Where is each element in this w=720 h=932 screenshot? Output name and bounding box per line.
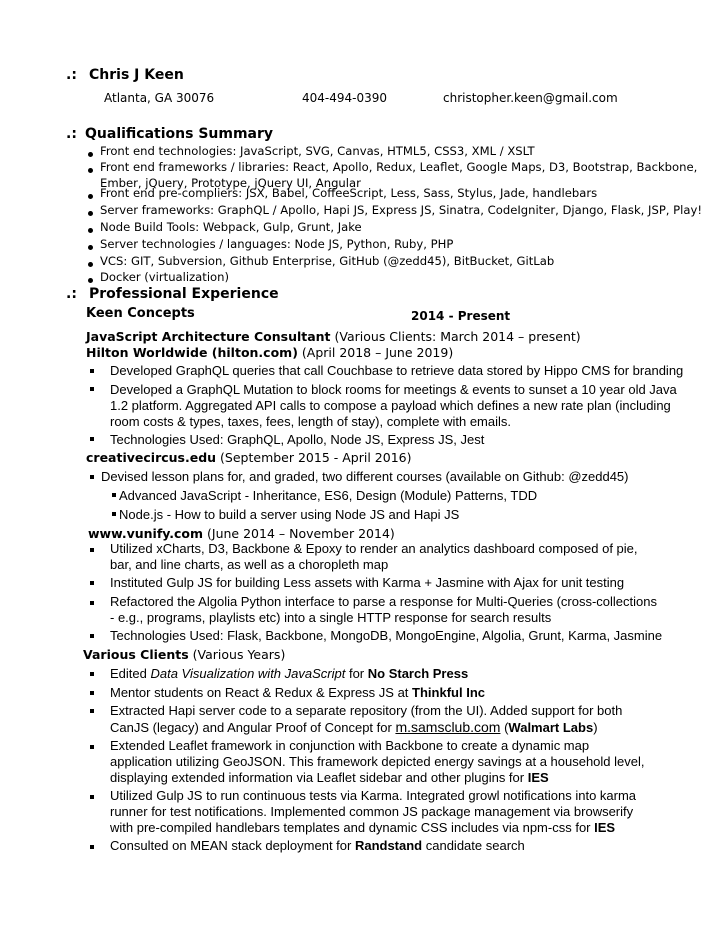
hilton-bullet-2: Developed a GraphQL Mutation to block rooms for meetings & events to sunset a 10 year old Java [110, 382, 677, 397]
text-run: ( [500, 720, 509, 735]
bullet-icon [90, 691, 94, 695]
qualification-line: Front end frameworks / libraries: React, Apollo, Redux, Leaflet, Google Maps, D3, Bootstrap, Backbone, [100, 160, 698, 174]
bullet-icon [90, 845, 94, 849]
client-title: Hilton Worldwide (hilton.com) [86, 345, 298, 360]
email: christopher.keen@gmail.com [443, 91, 618, 105]
vunify-bullet-1: Utilized xCharts, D3, Backbone & Epoxy to render an analytics dashboard composed of pie, [110, 541, 638, 556]
various-bullet-5: runner for test notifications. Implemented common JS package management via browserify [110, 804, 634, 819]
book-title: Data Visualization with JavaScript [150, 666, 346, 681]
client-creativecircus [86, 450, 411, 465]
creative-sub-2: Node.js - How to build a server using Node JS and Hapi JS [119, 507, 460, 522]
qualification-line: Server frameworks: GraphQL / Apollo, Hapi JS, Express JS, Sinatra, CodeIgniter, Django, Flask, JSP, Play! [100, 203, 703, 217]
various-bullet-4: Extended Leaflet framework in conjunction with Backbone to create a dynamic map [110, 738, 590, 753]
role-line [86, 329, 581, 344]
client-dates: (Various Years) [188, 647, 286, 662]
org-name: Thinkful Inc [412, 685, 485, 700]
bullet-icon [90, 709, 94, 713]
bullet-icon [88, 168, 93, 173]
qualification-line: Node Build Tools: Webpack, Gulp, Grunt, Jake [100, 220, 362, 234]
location: Atlanta, GA 30076 [104, 91, 215, 105]
company-dates: 2014 - Present [411, 309, 511, 323]
client-title: www.vunify.com [88, 526, 204, 541]
vunify-bullet-2: Instituted Gulp JS for building Less assets with Karma + Jasmine with Ajax for unit testing [110, 575, 625, 590]
bullet-icon [88, 228, 93, 233]
qualifications-heading: Qualifications Summary [85, 126, 274, 142]
hilton-bullet-2: room costs & types, taxes, fees, length of stay), complete with emails. [110, 414, 512, 429]
text-run: displaying extended information via Leaflet sidebar and other plugins for [110, 770, 528, 785]
bullet-icon [112, 493, 116, 497]
bullet-icon [88, 278, 93, 283]
org-name: IES [594, 820, 616, 835]
various-bullet-6 [110, 838, 525, 853]
client-various [83, 647, 285, 662]
bullet-icon [88, 194, 93, 199]
text-run: ) [593, 720, 598, 735]
bullet-icon [90, 745, 94, 749]
vunify-bullet-3: - e.g., programs, playlists etc) into a single HTTP response for search results [110, 610, 552, 625]
vunify-bullet-3: Refactored the Algolia Python interface to parse a response for Multi-Queries (cross-collections [110, 594, 657, 609]
bullet-icon [90, 369, 94, 373]
qualification-line: Server technologies / languages: Node JS, Python, Ruby, PHP [100, 237, 454, 251]
qualification-line: Front end technologies: JavaScript, SVG, Canvas, HTML5, CSS3, XML / XSLT [100, 144, 535, 158]
org-name: IES [527, 770, 549, 785]
various-bullet-4: application utilizing GeoJSON. This framework depicted energy savings at a household level, [110, 754, 645, 769]
experience-heading: Professional Experience [89, 286, 279, 302]
qualification-line: Front end pre-compliers: JSX, Babel, CoffeeScript, Less, Sass, Stylus, Jade, handlebars [100, 186, 598, 200]
vunify-bullet-1: bar, and line charts, as well as a choropleth map [110, 557, 389, 572]
client-dates: (April 2018 – June 2019) [297, 345, 454, 360]
various-bullet-1 [110, 666, 468, 681]
bullet-icon [90, 672, 94, 676]
role-detail: (Various Clients: March 2014 – present) [330, 329, 581, 344]
phone: 404-494-0390 [302, 91, 388, 105]
bullet-icon [90, 548, 94, 552]
bullet-icon [88, 262, 93, 267]
qualification-line: Docker (virtualization) [100, 270, 230, 284]
text-run: Consulted on MEAN stack deployment for [110, 838, 355, 853]
bullet-icon [90, 387, 94, 391]
bullet-icon [90, 634, 94, 638]
header-prefix: .: [66, 67, 77, 83]
samsclub-link[interactable]: m.samsclub.com [395, 719, 501, 735]
role-title: JavaScript Architecture Consultant [86, 329, 331, 344]
various-bullet-5: Utilized Gulp JS to run continuous tests via Karma. Integrated growl notifications into karma [110, 788, 637, 803]
bullet-icon [90, 437, 94, 441]
candidate-name: Chris J Keen [89, 67, 184, 83]
text-run: Mentor students on React & Redux & Express JS at [110, 685, 413, 700]
vunify-bullet-4: Technologies Used: Flask, Backbone, MongoDB, MongoEngine, Algolia, Grunt, Karma, Jasmine [110, 628, 663, 643]
text-run: for [345, 666, 368, 681]
qualifications-prefix: .: [66, 126, 77, 142]
bullet-icon [112, 512, 116, 516]
text-run: with pre-compiled handlebars templates and dynamic CSS includes via npm-css for [110, 820, 595, 835]
qualification-line: VCS: GIT, Subversion, Github Enterprise, GitHub (@zedd45), BitBucket, GitLab [100, 254, 555, 268]
company-name: Keen Concepts [86, 306, 195, 321]
text-run: Edited [110, 666, 151, 681]
client-title: Various Clients [83, 647, 189, 662]
hilton-bullet-1: Developed GraphQL queries that call Couchbase to retrieve data stored by Hippo CMS for branding [110, 363, 684, 378]
qualification-line: Ember, jQuery, Prototype, jQuery UI, Angular [100, 176, 361, 190]
text-run: CanJS (legacy) and Angular Proof of Concept for [110, 720, 396, 735]
experience-prefix: .: [66, 286, 77, 302]
hilton-bullet-3: Technologies Used: GraphQL, Apollo, Node JS, Express JS, Jest [110, 432, 485, 447]
client-dates: (September 2015 - April 2016) [216, 450, 412, 465]
bullet-icon [90, 795, 94, 799]
various-bullet-2 [110, 685, 485, 700]
various-bullet-4 [110, 770, 549, 785]
bullet-icon [90, 475, 94, 479]
org-name: Randstand [354, 838, 423, 853]
creative-sub-1: Advanced JavaScript - Inheritance, ES6, Design (Module) Patterns, TDD [119, 488, 538, 503]
client-hilton [86, 345, 453, 360]
creative-bullet-1: Devised lesson plans for, and graded, two different courses (available on Github: @zedd45) [101, 469, 629, 484]
various-bullet-3 [110, 719, 598, 735]
bullet-icon [88, 245, 93, 250]
org-name: Walmart Labs [508, 720, 594, 735]
client-dates: (June 2014 – November 2014) [203, 526, 395, 541]
client-title: creativecircus.edu [86, 450, 217, 465]
client-vunify [88, 526, 395, 541]
bullet-icon [88, 211, 93, 216]
various-bullet-3: Extracted Hapi server code to a separate repository (from the UI). Added support for both [110, 703, 623, 718]
bullet-icon [90, 581, 94, 585]
bullet-icon [88, 152, 93, 157]
various-bullet-5 [110, 820, 615, 835]
publisher-name: No Starch Press [367, 666, 469, 681]
text-run: candidate search [422, 838, 525, 853]
bullet-icon [90, 601, 94, 605]
hilton-bullet-2: 1.2 platform. Aggregated API calls to compose a payload which defines a new rate plan (including [110, 398, 671, 413]
